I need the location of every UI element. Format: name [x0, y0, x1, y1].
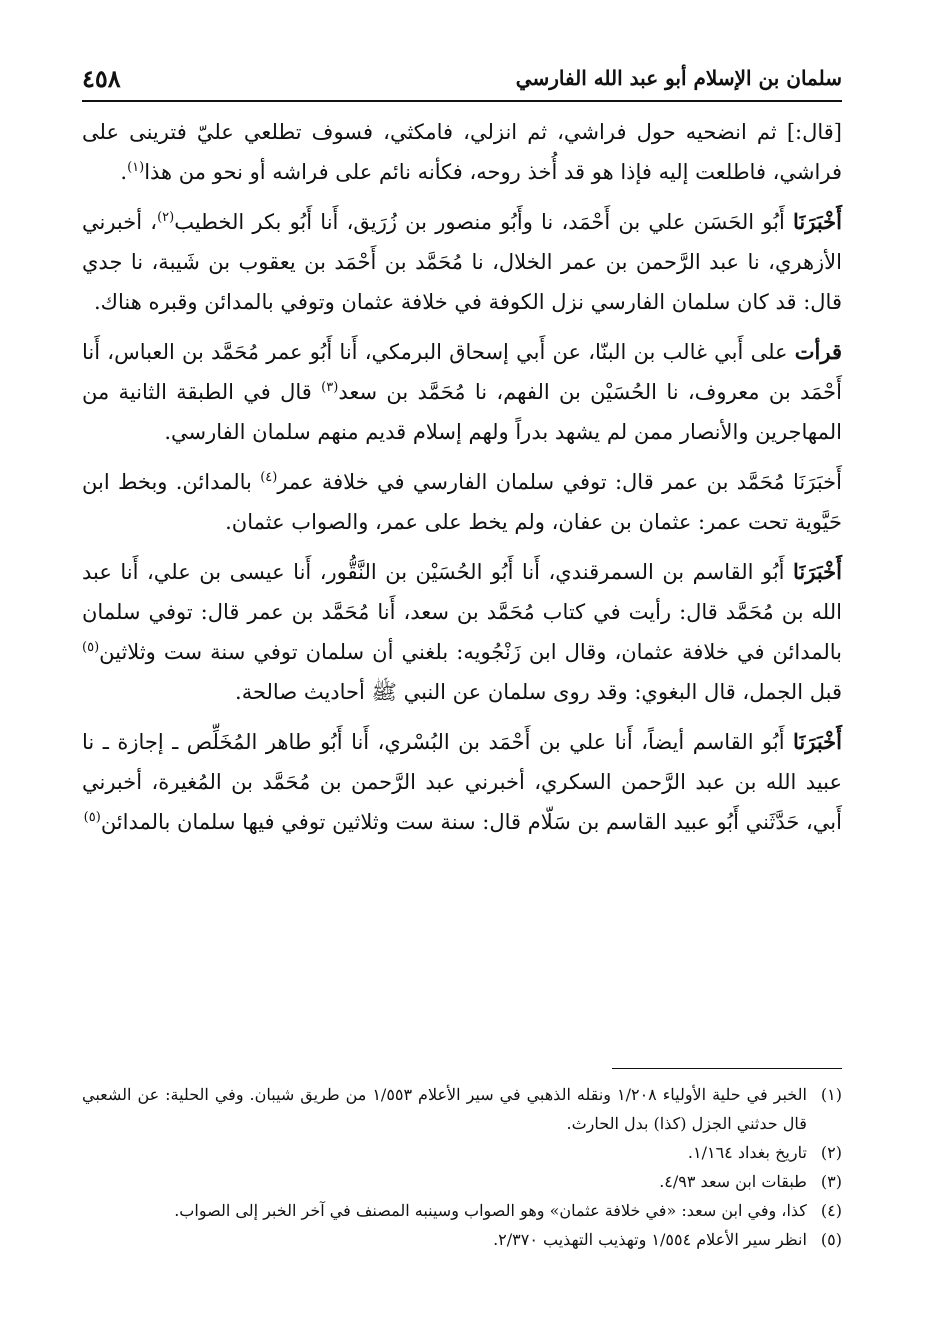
- footnote-reference[interactable]: (٤): [260, 470, 278, 485]
- footnote: [82, 1138, 842, 1167]
- paragraph: [82, 462, 842, 542]
- paragraph-text: [قال:] ثم انضحيه حول فراشي، ثم انزلي، فامكثي، فسوف تطلعي عليّ فترينى على فراشي، فاطلعت إليه فإذا هو قد أُخذ روحه، فكأنه نائم على فراشه أو نحو من هذا: [82, 120, 842, 184]
- paragraph-lead-word: أَخْبَرَنَا: [793, 209, 842, 234]
- footnote-reference[interactable]: (٥): [83, 810, 101, 825]
- footnote-number: (٤): [820, 1201, 842, 1220]
- paragraph: [82, 722, 842, 842]
- footnote: [82, 1225, 842, 1254]
- paragraph-text: أَخبَرَنَا مُحَمَّد بن عمر قال: توفي سلمان الفارسي في خلافة عمر: [277, 470, 842, 494]
- footnote-text: الخبر في حلية الأولياء ١/٢٠٨ ونقله الذهبي في سير الأعلام ١/٥٥٣ من طريق شيبان. وفي الحلية: عن الشعبي قال حدثني الجزل (كذا) بدل الحارث.: [82, 1085, 807, 1133]
- page-number: ٤٥٨: [82, 63, 121, 93]
- paragraph: [82, 202, 842, 322]
- paragraph-text: أَبُو القاسم بن السمرقندي، أَنا أَبُو الحُسَيْن بن النَّقُّور، أَنا عيسى بن علي، أَنا عبد الله بن مُحَمَّد قال: رأيت في كتاب مُحَمَّد بن سعد، أَنا مُحَمَّد بن عمر قال: توفي سلمان بالمدائن في خلافة عثمان، وقال ابن زَنْجُويه: بلغني أن سلمان توفي سنة ست وثلاثين: [82, 560, 842, 664]
- footnote-reference[interactable]: (٥): [82, 640, 100, 655]
- footnote-number: (٢): [820, 1143, 842, 1162]
- running-title: سلمان بن الإسلام أبو عبد الله الفارسي: [515, 66, 842, 90]
- paragraph-text: قال في الطبقة الثانية من المهاجرين والأنصار ممن لم يشهد بدراً ولهم إسلام قديم منهم سلمان الفارسي.: [82, 380, 842, 444]
- footnote-reference[interactable]: (٣): [321, 380, 339, 395]
- footnote: [82, 1080, 842, 1138]
- paragraph: [82, 552, 842, 712]
- footnote-text: كذا، وفي ابن سعد: «في خلافة عثمان» وهو الصواب وسينبه المصنف في آخر الخبر إلى الصواب.: [174, 1201, 807, 1220]
- footnote-divider: [612, 1068, 842, 1069]
- page-header: [82, 56, 842, 102]
- paragraph: [82, 112, 842, 192]
- footnote-reference[interactable]: (١): [127, 160, 145, 175]
- paragraph-text: أَبُو القاسم أيضاً، أَنا علي بن أَحْمَد بن البُسْري، أَنا أَبُو طاهر المُخَلِّص ـ إجازة ـ نا عبيد الله بن عبد الرَّحمن السكري، أخبرني عبد الرَّحمن بن مُحَمَّد بن المُغيرة، أخبرني أَبي، حَدَّثَني أَبُو عبيد القاسم بن سَلّام قال: سنة ست وثلاثين توفي فيها سلمان بالمدائن: [82, 730, 842, 834]
- footnotes: [82, 1080, 842, 1254]
- paragraph-text: بالمدائن. وبخط ابن حَيَّوية تحت عمر: عثمان بن عفان، ولم يخط على عمر، والصواب عثمان.: [82, 470, 842, 534]
- paragraph-text: ، أخبرني الأزهري، نا عبد الرَّحمن بن عمر الخلال، نا مُحَمَّد بن أَحْمَد بن يعقوب بن شَيبة، نا جدي قال: قد كان سلمان الفارسي نزل الكوفة في خلافة عثمان وتوفي بالمدائن وقبره هناك.: [82, 210, 842, 314]
- paragraph-lead-word: أَخْبَرَنَا: [793, 729, 842, 754]
- footnote: [82, 1196, 842, 1225]
- footnote: [82, 1167, 842, 1196]
- footnote-number: (١): [820, 1085, 842, 1104]
- footnote-text: طبقات ابن سعد ٤/٩٣.: [659, 1172, 807, 1191]
- footnote-number: (٥): [820, 1230, 842, 1249]
- footnote-text: انظر سير الأعلام ١/٥٥٤ وتهذيب التهذيب ٢/٣٧٠.: [493, 1230, 807, 1249]
- paragraph-text: قبل الجمل، قال البغوي: وقد روى سلمان عن النبي ﷺ أحاديث صالحة.: [235, 680, 842, 704]
- footnote-reference[interactable]: (٢): [157, 210, 175, 225]
- footnote-text: تاريخ بغداد ١/١٦٤.: [687, 1143, 807, 1162]
- footnote-number: (٣): [820, 1172, 842, 1191]
- paragraph-lead-word: قرأت: [794, 339, 842, 364]
- paragraph-text: على أَبي غالب بن البنّا، عن أَبي إسحاق البرمكي، أَنا أَبُو عمر مُحَمَّد بن العباس، أَنا أَحْمَد بن معروف، نا الحُسَيْن بن الفهم، نا مُحَمَّد بن سعد: [82, 340, 842, 404]
- main-text: [82, 112, 842, 852]
- paragraph-text: أَبُو الحَسَن علي بن أَحْمَد، نا وأَبُو منصور بن زُرَيق، أَنا أَبُو بكر الخطيب: [174, 210, 794, 234]
- paragraph-lead-word: أَخْبَرَنَا: [793, 559, 842, 584]
- paragraph: [82, 332, 842, 452]
- paragraph-text: .: [120, 160, 128, 184]
